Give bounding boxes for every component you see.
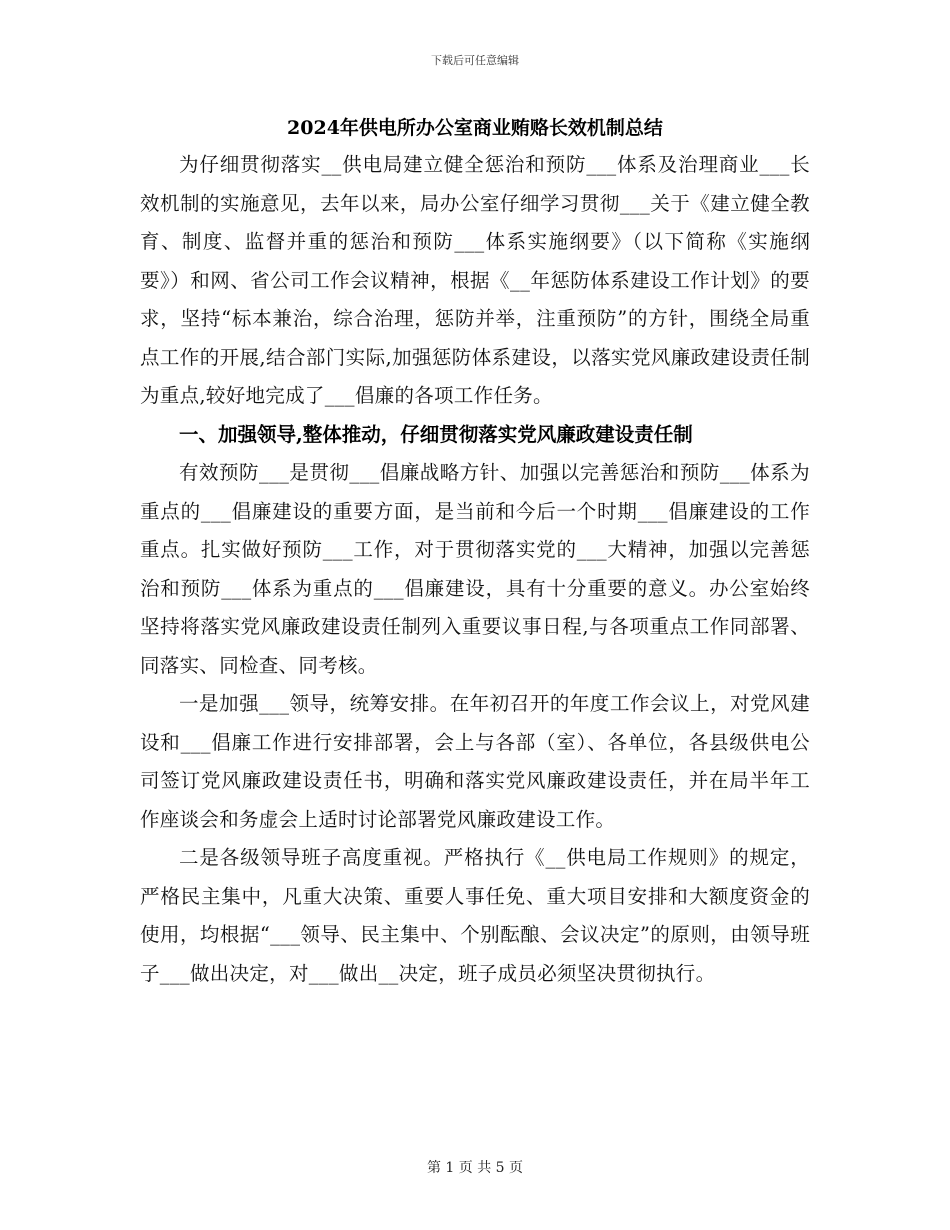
section-paragraph-1: 有效预防___是贯彻___倡廉战略方针、加强以完善惩治和预防___体系为重点的___倡廉建设的重要方面，是当前和今后一个时期___倡廉建设的工作重点。扎实做好预防___工作，对于贯彻落实党的___大精神，加强以完善惩治和预防___体系为重点的___倡廉建设，具有十分重要的意义。办公室始终坚持将落实党风廉政建设责任制列入重要议事日程,与各项重点工作同部署、同落实、同检查、同考核。	[140, 461, 810, 677]
intro-paragraph: 为仔细贯彻落实__供电局建立健全惩治和预防___体系及治理商业___长效机制的实施意见，去年以来，局办公室仔细学习贯彻___关于《建立健全教育、制度、监督并重的惩治和预防___体系实施纲要》（以下简称《实施纲要》）和网、省公司工作会议精神，根据《__年惩防体系建设工作计划》的要求，坚持“标本兼治，综合治理，惩防并举，注重预防”的方针，围绕全局重点工作的开展,结合部门实际,加强惩防体系建设，以落实党风廉政建设责任制为重点,较好地完成了___倡廉的各项工作任务。	[140, 153, 810, 407]
page-number: 第 1 页 共 5 页	[426, 1160, 524, 1176]
document-title: 2024年供电所办公室商业贿赂长效机制总结	[287, 117, 663, 139]
section-paragraph-2: 一是加强___领导，统筹安排。在年初召开的年度工作会议上，对党风建设和___倡廉工作进行安排部署，会上与各部（室）、各单位，各县级供电公司签订党风廉政建设责任书，明确和落实党风廉政建设责任，并在局半年工作座谈会和务虚会上适时讨论部署党风廉政建设工作。	[140, 692, 810, 831]
section-heading: 一、加强领导,整体推动，仔细贯彻落实党风廉政建设责任制	[179, 422, 693, 446]
header-note: 下载后可任意编辑	[431, 54, 519, 67]
document-body	[140, 146, 810, 993]
section-paragraph-3: 二是各级领导班子高度重视。严格执行《__供电局工作规则》的规定，严格民主集中，凡重大决策、重要人事任免、重大项目安排和大额度资金的使用，均根据“___领导、民主集中、个别酝酿、会议决定”的原则，由领导班子___做出决定，对___做出__决定，班子成员必须坚决贯彻执行。	[140, 846, 810, 985]
